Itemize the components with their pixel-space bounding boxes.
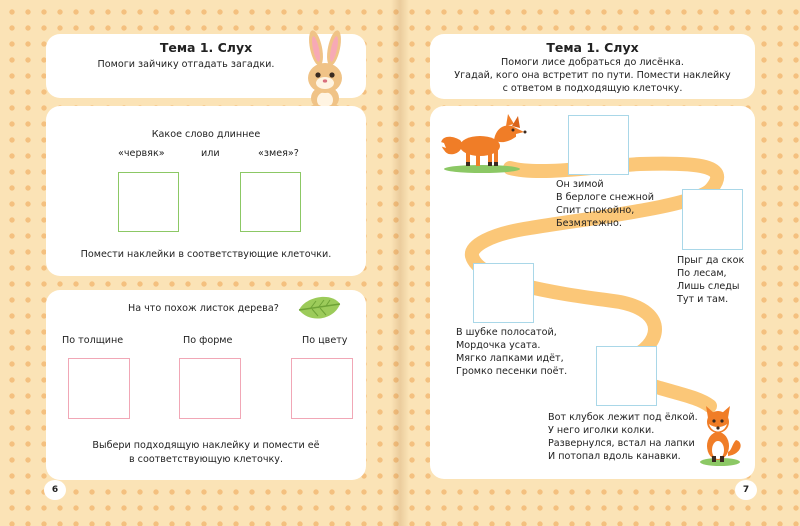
riddle-1-line4: Безмятежно. [556, 218, 622, 229]
right-header-card [430, 34, 755, 99]
riddle-4-line1: Вот клубок лежит под ёлкой. [548, 412, 698, 423]
task2-label-thickness: По толщине [62, 335, 124, 346]
sticker-box-thickness[interactable] [68, 358, 130, 419]
task2-label-shape: По форме [183, 335, 233, 346]
riddle-3-line3: Мягко лапками идёт, [456, 353, 564, 364]
left-page-title: Тема 1. Слух [159, 40, 253, 55]
page-number-left: 6 [44, 480, 66, 500]
riddle-3-line1: В шубке полосатой, [456, 327, 557, 338]
sticker-box-word2[interactable] [240, 172, 301, 232]
right-page-title: Тема 1. Слух [546, 40, 639, 55]
right-header-line1: Помоги лисе добраться до лисёнка. [501, 57, 684, 68]
riddle-3-line2: Мордочка усата. [456, 340, 541, 351]
riddle-2-line1: Прыг да скок [677, 255, 745, 266]
riddle-2-line4: Тут и там. [677, 294, 729, 305]
sticker-box-color[interactable] [291, 358, 353, 419]
task1-word1: «червяк» [118, 148, 165, 159]
riddle-4-line4: И потопал вдоль канавки. [548, 451, 681, 462]
riddle-1-line3: Спит спокойно, [556, 205, 635, 216]
fox-cub-icon [698, 404, 746, 466]
sticker-box-riddle4[interactable] [596, 346, 657, 406]
task2-instruction-line2: в соответствующую клеточку. [128, 454, 284, 465]
right-header-line2: Угадай, кого она встретит по пути. Помести наклейку [454, 70, 731, 81]
riddle-4-line2: У него иголки колки. [548, 425, 655, 436]
task1-card [46, 106, 366, 276]
leaf-icon [296, 294, 342, 324]
riddle-2-line3: Лишь следы [677, 281, 740, 292]
sticker-box-shape[interactable] [179, 358, 241, 419]
task2-label-color: По цвету [302, 335, 348, 346]
task1-word2: «змея»? [258, 148, 299, 159]
riddle-1-line2: В берлоге снежной [556, 192, 655, 203]
left-page-subtitle: Помоги зайчику отгадать загадки. [97, 59, 275, 70]
task1-question: Какое слово длиннее [151, 129, 261, 140]
sticker-box-riddle1[interactable] [568, 115, 629, 175]
task2-question: На что похож листок дерева? [128, 303, 279, 314]
sticker-box-riddle3[interactable] [473, 263, 534, 323]
fox-icon [436, 110, 530, 174]
riddle-1-line1: Он зимой [556, 179, 604, 190]
page-number-right: 7 [735, 480, 757, 500]
bunny-icon [296, 30, 356, 112]
task1-instruction: Помести наклейки в соответствующие клеточки. [80, 249, 332, 260]
sticker-box-word1[interactable] [118, 172, 179, 232]
sticker-box-riddle2[interactable] [682, 189, 743, 250]
riddle-4-line3: Развернулся, встал на лапки [548, 438, 695, 449]
riddle-2-line2: По лесам, [677, 268, 727, 279]
riddle-3-line4: Громко песенки поёт. [456, 366, 568, 377]
task2-instruction-line1: Выбери подходящую наклейку и помести её [92, 440, 320, 451]
book-binding [391, 0, 409, 526]
right-header-line3: с ответом в подходящую клеточку. [502, 83, 683, 94]
task1-or: или [201, 148, 220, 159]
